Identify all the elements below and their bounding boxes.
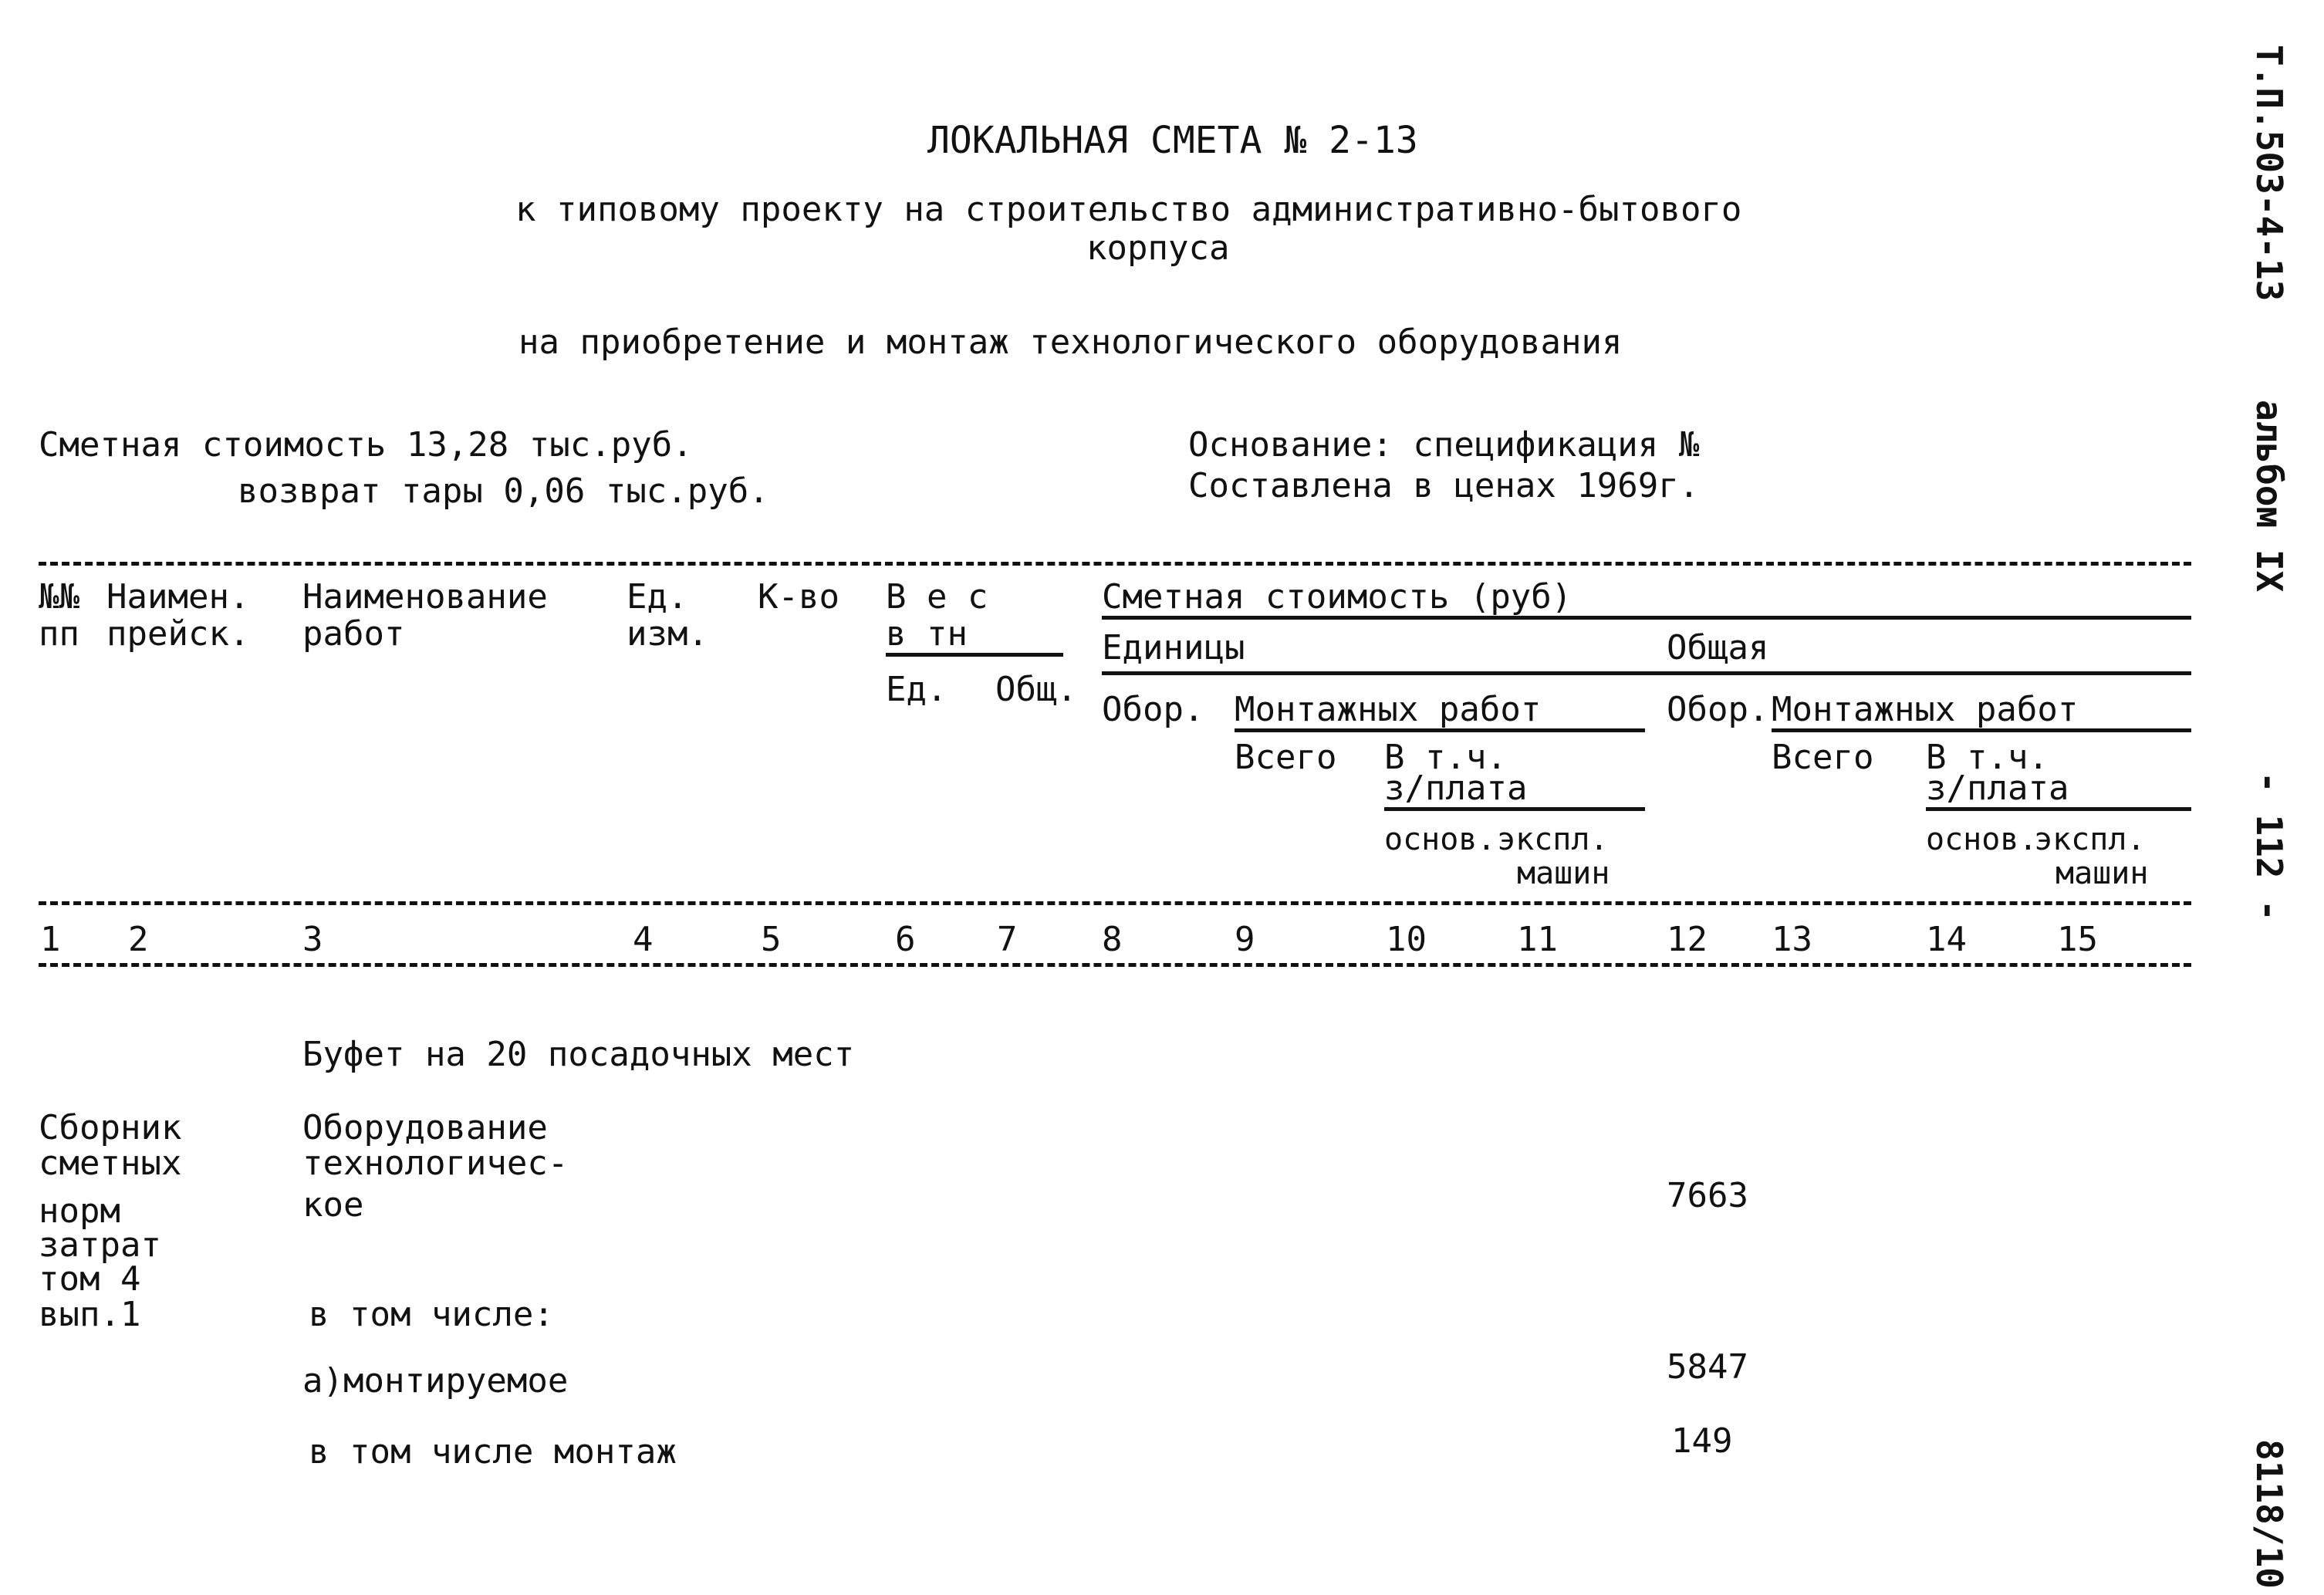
incl-unit-underline <box>1384 807 1645 811</box>
column-number: 14 <box>1926 920 1967 959</box>
incl-total-underline <box>1926 807 2191 811</box>
header-work-2: работ <box>302 614 405 654</box>
row-label: кое <box>302 1185 364 1225</box>
header-qty: К-во <box>758 577 839 617</box>
source-line: затрат <box>39 1225 161 1265</box>
project-code: Т.П.503-4-13 <box>2248 45 2290 302</box>
header-equip-total: Обор. <box>1667 690 1769 729</box>
header-incl-total-2: з/плата <box>1926 769 2069 808</box>
header-num: №№ <box>39 577 79 617</box>
header-machines-total: экспл. <box>2034 822 2146 857</box>
column-number: 6 <box>895 920 916 959</box>
column-number: 7 <box>997 920 1018 959</box>
header-unit: Ед. <box>627 577 688 617</box>
install-total-underline <box>1772 728 2191 732</box>
sheet-number: 8118/10 <box>2248 1439 2290 1589</box>
column-number: 13 <box>1772 920 1812 959</box>
header-incl-unit: В т.ч. <box>1384 738 1507 777</box>
cost-underline <box>1102 616 2191 620</box>
column-number: 5 <box>761 920 782 959</box>
document-subtitle-line1: к типовому проекту на строительство административно-бытового <box>515 190 1742 229</box>
header-install-unit: Монтажных работ <box>1235 690 1542 729</box>
header-per-unit: Единицы <box>1102 628 1245 667</box>
header-bottom-rule <box>39 901 2191 905</box>
document-title: ЛОКАЛЬНАЯ СМЕТА № 2-13 <box>927 119 1418 162</box>
page-number: - 112 - <box>2248 772 2290 921</box>
column-number: 3 <box>302 920 323 959</box>
price-level: Составлена в ценах 1969г. <box>1188 466 1700 505</box>
header-all-unit: Всего <box>1235 738 1337 777</box>
row-total-equipment: 5847 <box>1667 1347 1748 1387</box>
album-number: альбом IX <box>2248 400 2290 593</box>
header-equip-unit: Обор. <box>1102 690 1204 729</box>
section-title: Буфет на 20 посадочных мест <box>302 1035 855 1074</box>
column-number: 15 <box>2057 920 2098 959</box>
header-cost: Сметная стоимость (руб) <box>1102 577 1572 617</box>
header-weight-unit: Ед. <box>886 670 948 709</box>
source-line: Сборник <box>39 1108 182 1147</box>
header-num-2: пп <box>39 614 79 654</box>
source-line: том 4 <box>39 1259 141 1299</box>
column-number: 9 <box>1235 920 1255 959</box>
header-weight: В е с <box>886 577 988 617</box>
row-label: в том числе монтаж <box>309 1432 677 1472</box>
header-basic-total: основ. <box>1926 822 2038 857</box>
source-line: норм <box>39 1191 120 1231</box>
numbers-bottom-rule <box>39 963 2191 967</box>
row-total-equipment: 149 <box>1671 1421 1733 1461</box>
table-top-rule <box>39 562 2191 566</box>
column-number: 8 <box>1102 920 1123 959</box>
column-number: 4 <box>633 920 654 959</box>
header-incl-unit-2: з/плата <box>1384 769 1528 808</box>
header-total: Общая <box>1667 628 1769 667</box>
column-number: 10 <box>1386 920 1427 959</box>
header-machines-unit-2: машин <box>1517 856 1610 891</box>
column-number: 1 <box>40 920 61 959</box>
source-line: сметных <box>39 1144 182 1183</box>
header-weight-total: Общ. <box>995 670 1077 709</box>
document-subtitle-line2: корпуса <box>1086 228 1230 268</box>
container-return: возврат тары 0,06 тыс.руб. <box>238 471 769 511</box>
header-machines-total-2: машин <box>2055 856 2149 891</box>
header-machines-unit: экспл. <box>1497 822 1609 857</box>
estimated-cost: Сметная стоимость 13,28 тыс.руб. <box>39 425 693 465</box>
header-pricelist: Наимен. <box>106 577 250 617</box>
unit-total-underline <box>1102 671 2191 675</box>
source-line: вып.1 <box>39 1295 141 1334</box>
header-unit-2: изм. <box>627 614 708 654</box>
column-number: 12 <box>1667 920 1708 959</box>
row-label: а)монтируемое <box>302 1361 569 1401</box>
column-number: 2 <box>128 920 149 959</box>
row-label: технологичес- <box>302 1144 569 1183</box>
header-basic-unit: основ. <box>1384 822 1496 857</box>
header-work: Наименование <box>302 577 548 617</box>
row-label: Оборудование <box>302 1108 548 1147</box>
install-unit-underline <box>1235 728 1645 732</box>
header-install-total: Монтажных работ <box>1772 690 2079 729</box>
header-weight-2: в тн <box>886 614 968 654</box>
row-label: в том числе: <box>309 1295 554 1334</box>
header-pricelist-2: прейск. <box>106 614 250 654</box>
header-incl-total: В т.ч. <box>1926 738 2049 777</box>
header-all-total: Всего <box>1772 738 1874 777</box>
document-purpose: на приобретение и монтаж технологического оборудования <box>519 323 1623 362</box>
basis-specification: Основание: спецификация № <box>1188 425 1700 465</box>
weight-underline <box>886 653 1063 657</box>
column-number: 11 <box>1517 920 1558 959</box>
row-total-equipment: 7663 <box>1667 1176 1748 1215</box>
